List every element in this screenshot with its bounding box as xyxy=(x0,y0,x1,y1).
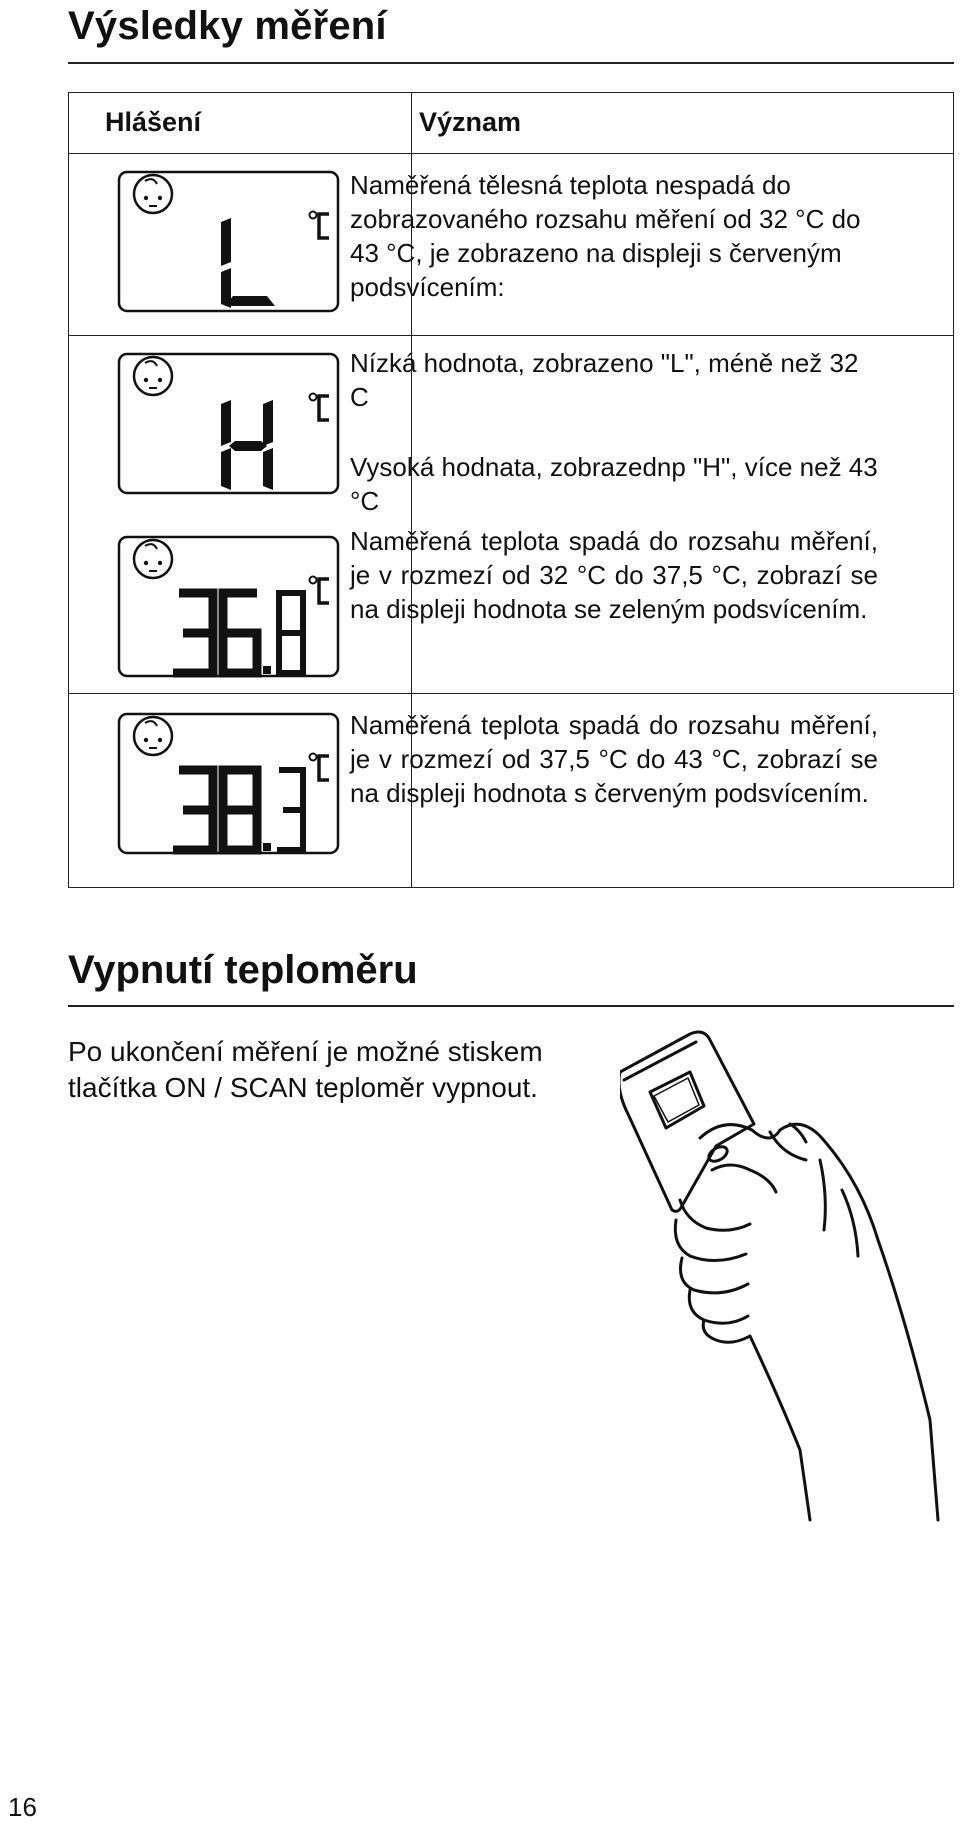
baby-face-icon xyxy=(134,717,172,755)
unit-celsius-icon xyxy=(310,394,330,421)
row-divider xyxy=(69,335,953,336)
header-divider xyxy=(69,153,953,154)
meaning-high-value: Vysoká hodnata, zobrazednp "H", více než 43 °C xyxy=(350,452,878,516)
meaning-elevated-range: Naměřená teplota spadá do rozsahu měření, je v rozmezí od 37,5 °C do 43 °C, zobrazí se na displeji hodnota s červeným podsvícením. xyxy=(350,710,878,808)
segment-letter-h xyxy=(221,400,273,490)
segment-digits-38-3 xyxy=(173,770,303,851)
lcd-display-low xyxy=(117,170,340,315)
unit-celsius-icon xyxy=(310,212,330,239)
segment-letter-l xyxy=(221,218,275,308)
lcd-display-high xyxy=(117,352,340,497)
baby-face-icon xyxy=(134,540,172,578)
header-message: Hlášení xyxy=(105,107,202,137)
section-title: Vypnutí teploměru xyxy=(68,948,418,992)
baby-face-icon xyxy=(134,175,172,213)
baby-face-icon xyxy=(134,357,172,395)
unit-celsius-icon xyxy=(310,754,330,781)
section-divider xyxy=(68,1005,954,1007)
meaning-out-of-range: Naměřená tělesná teplota nespadá do zobrazovaného rozsahu měření od 32 °C do 43 °C, je zobrazeno na displeji s červeným podsvícením: xyxy=(350,170,861,302)
lcd-display-36-8 xyxy=(117,535,340,680)
title-divider xyxy=(68,62,954,64)
header-meaning: Význam xyxy=(419,107,522,137)
meaning-low-value: Nízká hodnota, zobrazeno "L", méně než 32 C xyxy=(350,348,859,412)
page-number: 16 xyxy=(8,1792,37,1822)
meaning-normal-range: Naměřená teplota spadá do rozsahu měření, je v rozmezí od 32 °C do 37,5 °C, zobrazí se na displeji hodnota se zeleným podsvícením. xyxy=(350,526,878,624)
segment-digits-36-8 xyxy=(173,593,303,674)
page-title: Výsledky měření xyxy=(68,4,387,48)
hand-holding-thermometer-icon xyxy=(620,1020,940,1535)
lcd-display-38-3 xyxy=(117,712,340,857)
row-divider xyxy=(69,693,953,694)
unit-celsius-icon xyxy=(310,577,330,604)
power-off-instructions: Po ukončení měření je možné stiskem tlačítka ON / SCAN teploměr vypnout. xyxy=(68,1036,543,1103)
